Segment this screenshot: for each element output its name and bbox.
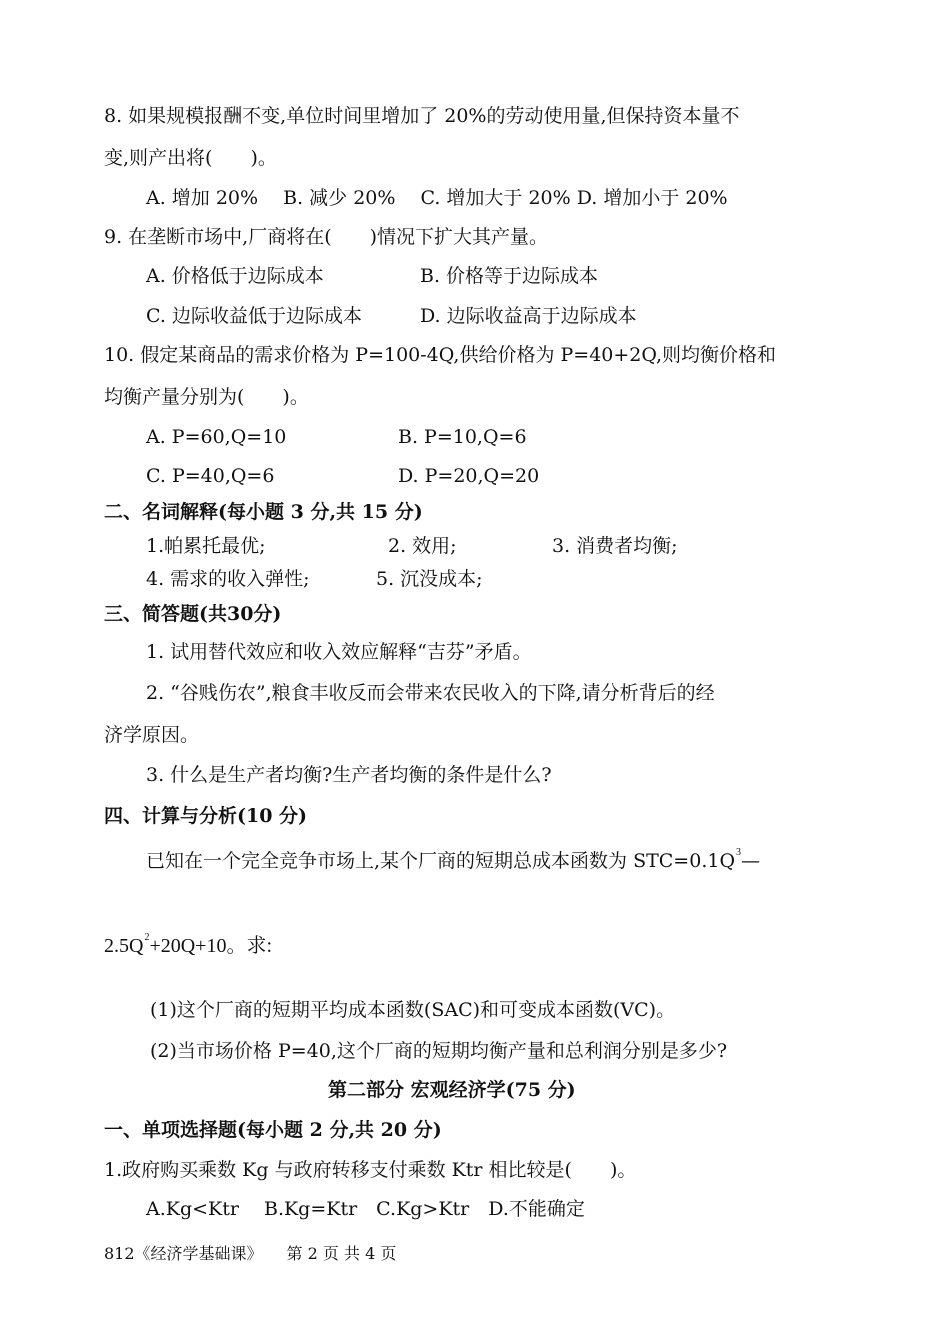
q10-line1: 10. 假定某商品的需求价格为 P=100-4Q,供给价格为 P=40+2Q,则均衡价格和 xyxy=(104,344,777,366)
sec4-sub-2: (2)当市场价格 P=40,这个厂商的短期均衡产量和总利润分别是多少? xyxy=(150,1040,728,1062)
q10-line2: 均衡产量分别为( )。 xyxy=(104,386,309,408)
sec4-stem-line2 xyxy=(104,934,272,962)
dash: — xyxy=(741,850,761,872)
section2-title: 二、名词解释(每小题 3 分,共 15 分) xyxy=(104,501,423,523)
term-2: 2. 效用; xyxy=(388,535,457,557)
term-2-5q: 2.5Q xyxy=(104,935,144,957)
q9-option-b: B. 价格等于边际成本 xyxy=(420,265,599,287)
part2-title: 第二部分 宏观经济学(75 分) xyxy=(328,1079,576,1101)
term-5: 5. 沉没成本; xyxy=(376,568,483,590)
q10-option-a: A. P=60,Q=10 xyxy=(146,426,287,448)
q8-line2: 变,则产出将( )。 xyxy=(104,147,277,169)
q9-option-d: D. 边际收益高于边际成本 xyxy=(420,305,637,327)
q10-option-c: C. P=40,Q=6 xyxy=(146,465,275,487)
q9-stem: 9. 在垄断市场中,厂商将在( )情况下扩大其产量。 xyxy=(104,226,549,248)
term-rest: +20Q+10。求: xyxy=(149,935,273,957)
q8-line1: 8. 如果规模报酬不变,单位时间里增加了 20%的劳动使用量,但保持资本量不 xyxy=(104,105,740,127)
sec3-question-3: 3. 什么是生产者均衡?生产者均衡的条件是什么? xyxy=(146,764,552,786)
exponent-3: 3 xyxy=(736,847,742,858)
q10-option-d: D. P=20,Q=20 xyxy=(398,465,540,487)
sec4-sub-1: (1)这个厂商的短期平均成本函数(SAC)和可变成本函数(VC)。 xyxy=(150,999,676,1021)
q9-option-c: C. 边际收益低于边际成本 xyxy=(146,305,362,327)
q9-option-a: A. 价格低于边际成本 xyxy=(146,265,324,287)
sec3-question-2-line1: 2. “谷贱伤农”,粮食丰收反而会带来农民收入的下降,请分析背后的经 xyxy=(146,682,715,704)
sec3-question-1: 1. 试用替代效应和收入效应解释“吉芬”矛盾。 xyxy=(146,641,532,663)
term-1: 1.帕累托最优; xyxy=(146,535,266,557)
term-3: 3. 消费者均衡; xyxy=(552,535,678,557)
sec4-stem-line1 xyxy=(146,849,760,877)
page-footer: 812《经济学基础课》 第 2 页 共 4 页 xyxy=(104,1244,397,1263)
sec3-question-2-line2: 济学原因。 xyxy=(104,724,200,746)
term-4: 4. 需求的收入弹性; xyxy=(146,568,310,590)
q8-options: A. 增加 20% B. 减少 20% C. 增加大于 20% D. 增加小于 20% xyxy=(146,187,728,209)
part2-question-1: 1.政府购买乘数 Kg 与政府转移支付乘数 Ktr 相比较是( )。 xyxy=(104,1159,637,1181)
part2-question-1-options: A.Kg<Ktr B.Kg=Ktr C.Kg>Ktr D.不能确定 xyxy=(146,1198,585,1220)
section3-title: 三、简答题(共30分) xyxy=(104,603,282,625)
part2-section1-title: 一、单项选择题(每小题 2 分,共 20 分) xyxy=(104,1119,442,1141)
sec4-stem-text: 已知在一个完全竞争市场上,某个厂商的短期总成本函数为 STC=0.1Q xyxy=(146,850,736,872)
exponent-2: 2 xyxy=(144,932,150,943)
section4-title: 四、计算与分析(10 分) xyxy=(104,805,308,827)
q10-option-b: B. P=10,Q=6 xyxy=(398,426,527,448)
